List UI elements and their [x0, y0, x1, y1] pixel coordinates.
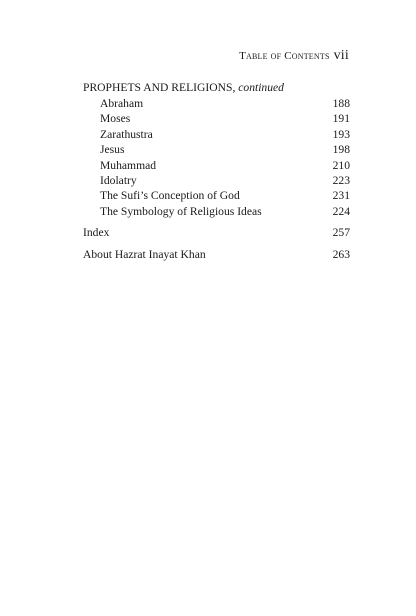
- toc-entry-title: Idolatry: [100, 173, 137, 187]
- toc-entry-title: Index: [83, 226, 110, 240]
- toc-entry-title: The Symbology of Religious Ideas: [100, 204, 262, 218]
- toc-entry-page: 223: [332, 173, 350, 187]
- toc-entry-page: 224: [332, 204, 350, 218]
- running-head: [239, 48, 349, 64]
- toc-entry[interactable]: [83, 111, 350, 126]
- toc-entry-title: Jesus: [100, 143, 125, 157]
- toc-entry[interactable]: [83, 204, 350, 219]
- toc-entry[interactable]: [83, 127, 350, 142]
- section-title-continued: continued: [238, 81, 284, 94]
- toc-entry-page: 191: [332, 112, 350, 126]
- toc-entry-title: The Sufi’s Conception of God: [100, 189, 240, 203]
- toc-entry-title: Zarathustra: [100, 127, 153, 141]
- toc-entry-index[interactable]: [83, 225, 350, 240]
- toc-entry-title: Moses: [100, 112, 131, 126]
- section-title-text: PROPHETS AND RELIGIONS,: [83, 81, 236, 94]
- toc-entry-title: About Hazrat Inayat Khan: [83, 247, 206, 261]
- toc-entry[interactable]: [83, 173, 350, 188]
- toc-entry-page: 257: [332, 226, 350, 240]
- toc-entry[interactable]: [83, 158, 350, 173]
- running-head-title: Table of Contents: [239, 50, 330, 62]
- page-folio: vii: [333, 48, 349, 63]
- section-title: [83, 80, 350, 95]
- toc-entry-page: 188: [332, 97, 350, 110]
- toc-entry-page: 193: [332, 127, 350, 141]
- toc-entry-page: 231: [332, 189, 350, 203]
- toc-entry-title: Abraham: [100, 97, 144, 110]
- toc-entry[interactable]: [83, 142, 350, 157]
- toc-entry-page: 210: [332, 158, 350, 172]
- toc-entry-title: Muhammad: [100, 158, 157, 172]
- toc-entry-page: 263: [332, 247, 350, 261]
- table-of-contents: [83, 80, 350, 262]
- toc-entry-page: 198: [332, 143, 350, 157]
- toc-entry[interactable]: [83, 96, 350, 111]
- toc-entry[interactable]: [83, 188, 350, 203]
- toc-entry-about-author[interactable]: [83, 247, 350, 262]
